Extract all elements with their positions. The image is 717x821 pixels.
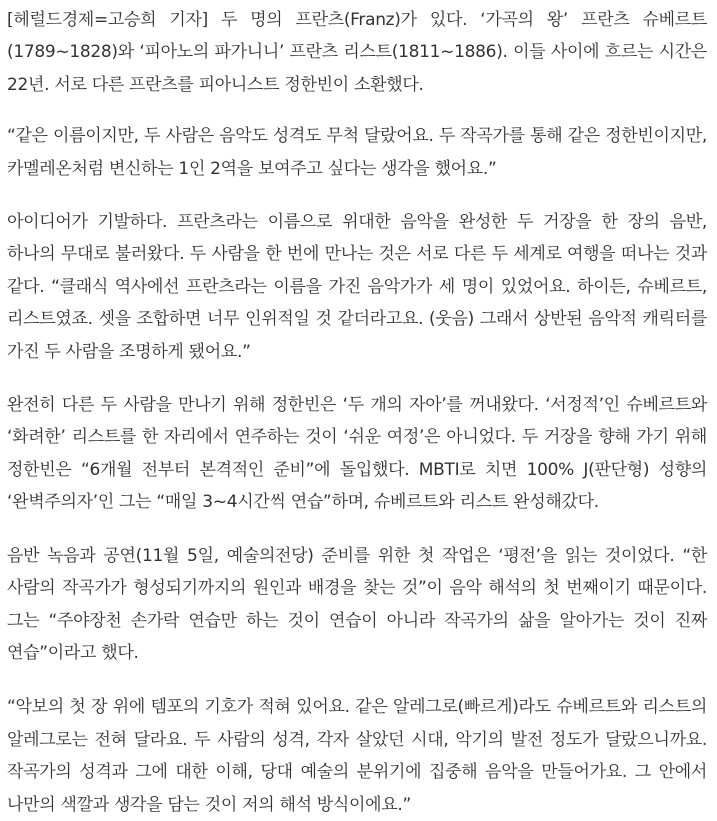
- article-paragraph-quote-2: “악보의 첫 장 위에 템포의 기호가 적혀 있어요. 같은 알레그로(빠르게)라도 슈베르트와 리스트의 알레그로는 전혀 달라요. 두 사람의 성격, 각자 살았던 시대, 악기의 발전 정도가 달랐으니까요. 작곡가의 성격과 그에 대한 이해, 당대 예술의 분위기에 집중해 음악을 만들어가요. 그 안에서 나만의 색깔과 생각을 담는 것이 저의 해석 방식이에요.”: [7, 697, 707, 815]
- article-paragraph-intro: [헤럴드경제=고승희 기자] 두 명의 프란츠(Franz)가 있다. ‘가곡의 왕’ 프란츠 슈베르트(1789~1828)와 ‘피아노의 파가니니’ 프란츠 리스트(1811~1886). 이들 사이에 흐르는 시간은 22년. 서로 다른 프란츠를 피아니스트 정한빈이 소환했다.: [7, 10, 707, 95]
- article-body: [0, 4, 717, 821]
- article-paragraph-research: 음반 녹음과 공연(11월 5일, 예술의전당) 준비를 위한 첫 작업은 ‘평전’을 읽는 것이었다. “한 사람의 작곡가가 형성되기까지의 원인과 배경을 찾는 것”이 음악 해석의 첫 번째이기 때문이다. 그는 “주야장천 손가락 연습만 하는 것이 연습이 아니라 작곡가의 삶을 알아가는 것이 진짜 연습”이라고 했다.: [7, 545, 707, 663]
- article-paragraph-preparation: 완전히 다른 두 사람을 만나기 위해 정한빈은 ‘두 개의 자아’를 꺼내왔다. ‘서정적’인 슈베르트와 ‘화려한’ 리스트를 한 자리에서 연주하는 것이 ‘쉬운 여정’은 아니었다. 두 거장을 향해 가기 위해 정한빈은 “6개월 전부터 본격적인 준비”에 돌입했다. MBTI로 치면 100% J(판단형) 성향의 ‘완벽주의자’인 그는 “매일 3~4시간씩 연습”하며, 슈베르트와 리스트 완성해갔다.: [7, 395, 707, 513]
- article-paragraph-quote-1: “같은 이름이지만, 두 사람은 음악도 성격도 무척 달랐어요. 두 작곡가를 통해 같은 정한빈이지만, 카멜레온처럼 변신하는 1인 2역을 보여주고 싶다는 생각을 했어요.”: [7, 126, 707, 179]
- article-paragraph-idea: 아이디어가 기발하다. 프란츠라는 이름으로 위대한 음악을 완성한 두 거장을 한 장의 음반, 하나의 무대로 불러왔다. 두 사람을 한 번에 만나는 것은 서로 다른 두 세계로 여행을 떠나는 것과 같다. “클래식 역사에선 프란츠라는 이름을 가진 음악가가 세 명이 있었어요. 하이든, 슈베르트, 리스트였죠. 셋을 조합하면 너무 인위적일 것 같더라고요. (웃음) 그래서 상반된 음악적 캐릭터를 가진 두 사람을 조명하게 됐어요.”: [7, 212, 707, 362]
